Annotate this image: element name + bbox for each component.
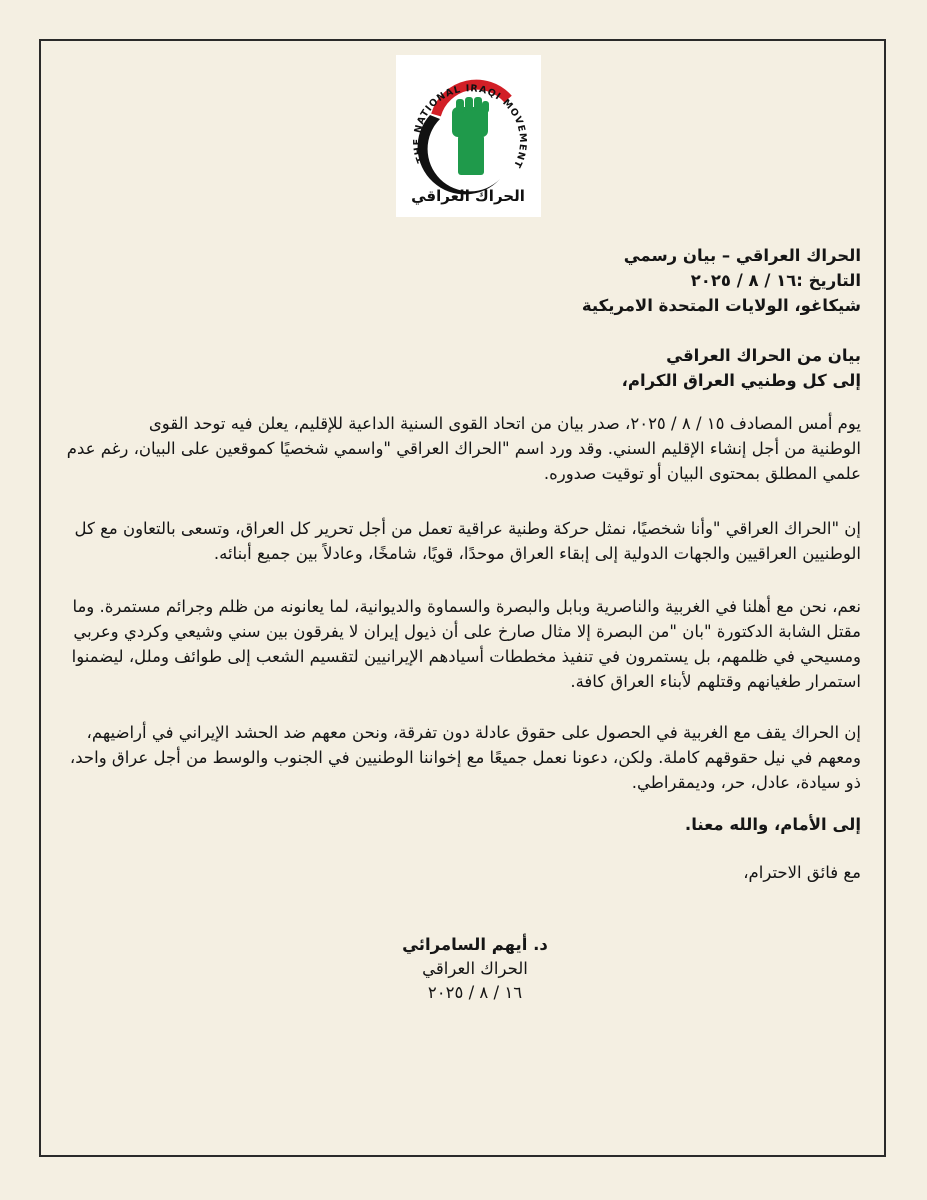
statement-header — [64, 243, 861, 318]
paragraph-line: ومسيحي في ظلمهم، بل يستمرون في تنفيذ مخططات أسيادهم الإيرانيين لتقسيم الشعب إلى طوائف وملل، ليضمنوا — [71, 647, 861, 666]
greeting-line-1: بيان من الحراك العراقي — [666, 346, 861, 365]
paragraph-2 — [64, 516, 861, 566]
paragraph-1 — [64, 411, 861, 486]
logo-arabic-text: الحراك العراقي — [411, 187, 525, 205]
signatory-organization: الحراك العراقي — [422, 959, 528, 978]
logo — [396, 55, 541, 217]
header-location: شيكاغو، الولايات المتحدة الامريكية — [581, 296, 861, 315]
paragraph-3 — [64, 594, 861, 694]
paragraph-line: ومعهم في نيل حقوقهم كاملة. ولكن، دعونا نعمل جميعًا مع إخواننا الوطنيين في الجنوب والوسط من أجل عراق واحد، — [69, 748, 861, 767]
header-title: الحراك العراقي – بيان رسمي — [623, 246, 861, 265]
logo-ring-text: THE NATIONAL IRAQI MOVEMENT — [411, 83, 529, 170]
logo-emblem — [396, 55, 541, 217]
paragraph-line: نعم، نحن مع أهلنا في الغربية والناصرية وبابل والبصرة والسماوة والديوانية، لما يعانونه من ظلم وجرائم مستمرة. وما — [72, 597, 861, 616]
regards — [64, 860, 861, 885]
paragraph-4 — [64, 720, 861, 795]
raised-fist-icon — [452, 97, 489, 175]
regards-text: مع فائق الاحترام، — [743, 863, 861, 882]
paragraph-line: يوم أمس المصادف ١٥ / ٨ / ٢٠٢٥، صدر بيان من اتحاد القوى السنية الداعية للإقليم، يعلن فيه توحد القوى — [148, 414, 861, 433]
paragraph-line: ذو سيادة، عادل، حر، وديمقراطي. — [631, 773, 861, 792]
greeting — [64, 343, 861, 393]
paragraph-line: علمي المطلق بمحتوى البيان أو توقيت صدوره. — [543, 464, 861, 483]
greeting-line-2: إلى كل وطنيي العراق الكرام، — [621, 371, 861, 390]
header-date: التاريخ :١٦ / ٨ / ٢٠٢٥ — [690, 271, 861, 290]
paragraph-line: إن "الحراك العراقي "وأنا شخصيًا، نمثل حركة وطنية عراقية تعمل من أجل تحرير كل العراق، وتسعى بالتعاون مع كل — [74, 519, 861, 538]
paragraph-line: إن الحراك يقف مع الغربية في الحصول على حقوق عادلة دون تفرقة، ونحن معهم ضد الحشد الإيراني في أراضيهم، — [86, 723, 861, 742]
signature-date: ١٦ / ٨ / ٢٠٢٥ — [427, 983, 523, 1002]
closing-text: إلى الأمام، والله معنا. — [684, 815, 861, 834]
paragraph-line: استمرار طغيانهم وقتلهم لأبناء العراق كافة. — [570, 672, 861, 691]
paragraph-line: الوطنية من أجل إنشاء الإقليم السني. وقد ورد اسم "الحراك العراقي "واسمي شخصيًا كموقعين على البيان، رغم عدم — [66, 439, 861, 458]
paragraph-line: الوطنيين العراقيين والجهات الدولية إلى إبقاء العراق موحدًا، قويًا، شامخًا، وعادلاً بين جميع أبنائه. — [213, 544, 861, 563]
closing-line — [64, 812, 861, 837]
signatory-name: د. أيهم السامرائي — [402, 935, 548, 954]
signature-block — [300, 933, 650, 1005]
paragraph-line: مقتل الشابة الدكتورة "بان "من البصرة إلا مثال صارخ على أن ذيول إيران لا يفرقون بين سني وشيعي وكردي وعربي — [73, 622, 861, 641]
